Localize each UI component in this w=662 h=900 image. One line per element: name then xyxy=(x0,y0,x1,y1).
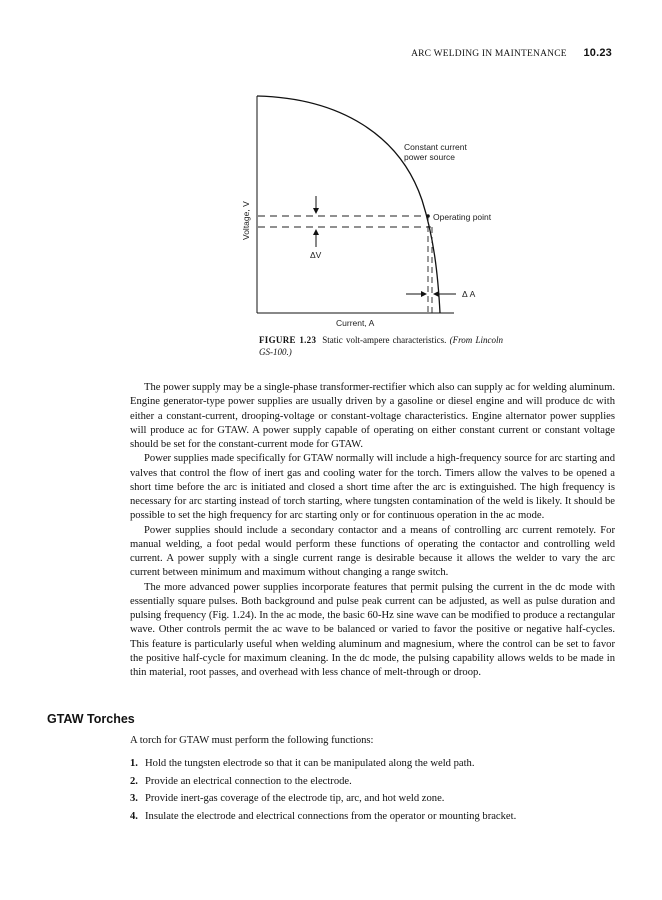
paragraph: The power supply may be a single-phase transformer-rectifier which also can supply ac for welding aluminum. Engine generator-type power supplies are usually driven by a gasoline or diesel engine and will produce dc with either a constant-current, drooping-voltage or constant-voltage characteristics. Engine alternator power supplies will produce ac for GTAW. A power supply capable of operating on either constant current or constant voltage should be set for the constant-current mode for GTAW. xyxy=(130,382,615,450)
figure-caption-source: (From Lincoln GS-100.) xyxy=(259,335,503,357)
page-number: 10.23 xyxy=(583,47,612,59)
delta-a-arrowhead-left xyxy=(421,291,427,297)
list-item xyxy=(130,793,516,811)
operating-point-label: Operating point xyxy=(433,212,492,222)
list-item-text: Provide inert-gas coverage of the electrode tip, arc, and hot weld zone. xyxy=(145,793,445,804)
delta-a-arrowhead-right xyxy=(433,291,439,297)
y-axis-label: Voltage, V xyxy=(241,201,251,240)
list-item xyxy=(130,811,516,829)
list-item-text: Insulate the electrode and electrical connections from the operator or mounting bracket. xyxy=(145,810,517,822)
paragraph: Power supplies should include a secondary contactor and a means of controlling arc current remotely. For manual welding, a foot pedal would perform these functions of operating the contactor and controlling weld current. A power supply with a single current range is desirable because it allows the welder to vary the arc current between minimum and maximum without changing a range switch. xyxy=(130,524,615,579)
paragraph: Power supplies made specifically for GTAW normally will include a high-frequency source for arc starting and valves that control the flow of inert gas and cooling water for the torch. Timers allow the valves to be opened a short time before the arc is initiated and closed a short time after the arc is extinguished. The high frequency is necessary for arc starting instead of torch starting, where tungsten contamination of the weld is likely. It should be possible to set the high frequency for arc starting only or for continuous operation in the ac mode. xyxy=(130,453,615,522)
figure-caption-text: Static volt-ampere characteristics. xyxy=(322,335,447,345)
delta-v-label: ΔV xyxy=(310,250,322,260)
figure-caption-label: FIGURE 1.23 xyxy=(259,335,317,345)
list-item-text: Provide an electrical connection to the electrode. xyxy=(145,775,352,787)
curve-label-line2: power source xyxy=(404,152,456,162)
section-heading: GTAW Torches xyxy=(47,712,135,726)
list-item-text: Hold the tungsten electrode so that it can be manipulated along the weld path. xyxy=(145,758,475,769)
delta-v-arrowhead-top xyxy=(313,208,319,214)
figure-caption xyxy=(259,334,503,358)
list-item xyxy=(130,758,516,776)
constant-current-curve xyxy=(257,96,440,313)
curve-label-line1: Constant current xyxy=(404,142,467,152)
operating-point-marker xyxy=(426,214,430,218)
functions-list xyxy=(130,758,516,828)
figure-volt-ampere xyxy=(0,0,662,340)
x-axis-label: Current, A xyxy=(336,318,375,328)
running-head-title: ARC WELDING IN MAINTENANCE xyxy=(411,49,567,59)
paragraph: The more advanced power supplies incorporate features that permit pulsing the current in the dc mode with essentially square pulses. Both background and pulse peak current can be adjusted, as well as pulse duration and pulsing frequency (Fig. 1.24). In the ac mode, the basic 60-Hz sine wave can be modified to produce a rectangular wave. Other controls permit the ac wave to be balanced or varied to favor the positive or negative half-cycles. This feature is particularly useful when welding aluminum and magnesium, where the control can be set to favor the positive half-cycle for maximum cleaning. In the dc mode, the pulsing capability allows welds to be made in thin material, root passes, and overhead with less chance of melt-through or droop. xyxy=(130,581,615,678)
list-item-number: 2. xyxy=(130,775,138,787)
list-item xyxy=(130,776,516,794)
list-item-number: 4. xyxy=(130,810,138,822)
delta-v-arrowhead-bottom xyxy=(313,229,319,235)
list-item-number: 1. xyxy=(130,758,138,769)
section-intro: A torch for GTAW must perform the following functions: xyxy=(130,735,374,746)
delta-a-label: Δ A xyxy=(462,289,476,299)
body-text xyxy=(130,381,615,680)
list-item-number: 3. xyxy=(130,793,138,804)
